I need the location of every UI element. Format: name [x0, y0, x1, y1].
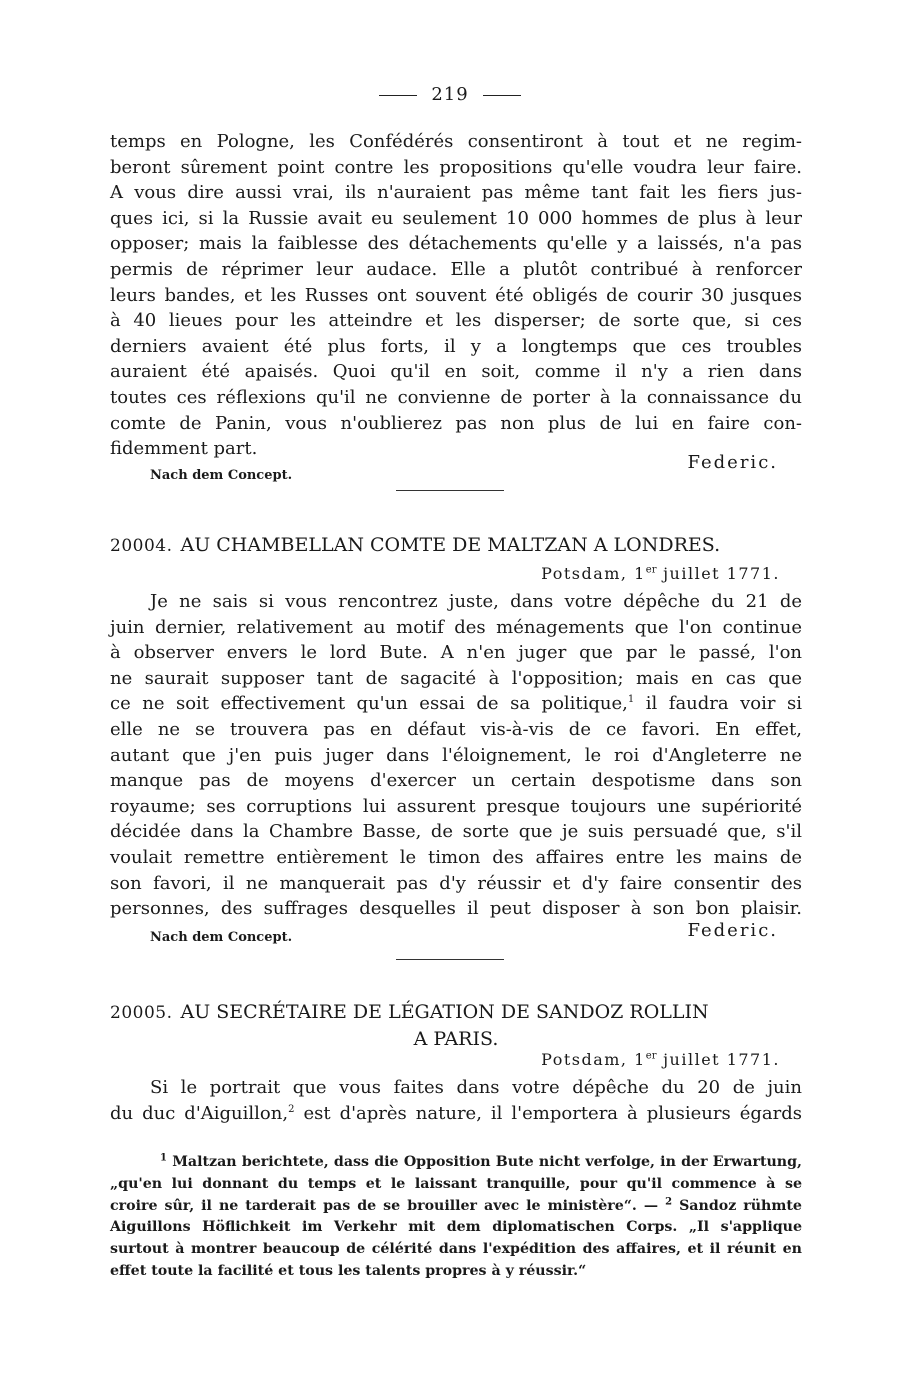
letter-number: 20004. — [110, 536, 173, 556]
place-date — [541, 1050, 780, 1069]
text-segment: ce ne soit effectivement qu'un essai de sa politique, — [110, 693, 628, 715]
date-rest: juillet 1771. — [663, 1050, 780, 1069]
header-rule-left — [379, 95, 417, 96]
text-line: comte de Panin, vous n'oublierez pas non plus de lui en faire con- — [110, 412, 802, 434]
text-line: à 40 lieues pour les atteindre et les disperser; de sorte que, si ces — [110, 310, 802, 332]
letter-heading — [110, 532, 802, 559]
text-line: permis de réprimer leur audace. Elle a plutôt contribué à renforcer — [110, 258, 802, 280]
text-line-with-ref — [110, 691, 802, 717]
letter-heading — [110, 999, 802, 1052]
footnote-marker: 1 — [160, 1152, 167, 1164]
text-line: son favori, il ne manquerait pas d'y réussir et d'y faire consentir des — [110, 872, 802, 894]
date-day: 1 — [634, 564, 646, 583]
concept-note: Nach dem Concept. — [150, 468, 293, 483]
footnote-line: effet toute la facilité et tous les talents propres à y réussir.“ — [110, 1262, 587, 1279]
footnote-line — [110, 1152, 802, 1174]
letter-title-line2: A PARIS. — [413, 1028, 499, 1050]
text-line: à observer envers le lord Bute. A n'en juger que par le passé, l'on — [110, 642, 802, 664]
text-line: leurs bandes, et les Russes ont souvent été obligés de courir 30 jusques — [110, 284, 802, 306]
place: Potsdam, — [541, 1050, 628, 1069]
text-line: toutes ces réflexions qu'il ne convienne de porter à la connaissance du — [110, 386, 802, 408]
footnote-marker: 2 — [665, 1195, 673, 1207]
text-line: fidemment part. — [110, 438, 258, 460]
text-line: temps en Pologne, les Confédérés consentiront à tout et ne regim- — [110, 131, 802, 152]
signature: Federic. — [687, 920, 778, 941]
date-sup: er — [645, 564, 657, 576]
text-line: derniers avaient été plus forts, il y a longtemps que ces troubles — [110, 335, 802, 357]
text-line: Si le portrait que vous faites dans votre dépêche du 20 de juin — [150, 1077, 802, 1098]
section-divider — [396, 959, 504, 960]
footnote-line: „qu'en lui donnant du temps et le laissant tranquille, pour qu'il commence à se — [110, 1175, 802, 1192]
place: Potsdam, — [541, 564, 628, 583]
letter-body — [110, 589, 802, 922]
header-rule-right — [483, 95, 521, 96]
text-line: ques ici, si la Russie avait eu seulement 10 000 hommes de plus à leur — [110, 207, 802, 229]
text-segment: il faudra voir si — [645, 693, 802, 715]
date-rest: juillet 1771. — [663, 564, 780, 583]
text-line: personnes, des suffrages desquelles il peut disposer à son bon plaisir. — [110, 898, 802, 920]
place-date — [541, 564, 780, 583]
page-number: 219 — [431, 84, 469, 105]
concept-note: Nach dem Concept. — [150, 930, 293, 945]
letter2-closing — [110, 920, 802, 944]
text-line: auraient été apaisés. Quoi qu'il en soit, comme il n'y a rien dans — [110, 361, 802, 383]
letter-title: AU CHAMBELLAN COMTE DE MALTZAN A LONDRES. — [180, 534, 721, 556]
text-line: beront sûrement point contre les propositions qu'elle voudra leur faire. — [110, 156, 802, 178]
page-header — [0, 84, 900, 105]
date-sup: er — [645, 1050, 657, 1062]
text-line: royaume; ses corruptions lui assurent presque toujours une supériorité — [110, 795, 802, 817]
text-line: Je ne sais si vous rencontrez juste, dans votre dépêche du 21 de — [150, 591, 802, 612]
text-line: manque pas de moyens d'exercer un certain despotisme dans son — [110, 770, 802, 792]
footnote-ref: 1 — [627, 694, 635, 706]
text-segment: croire sûr, il ne tarderait pas de se brouiller avec le ministère“. — — [110, 1197, 659, 1214]
footnotes — [110, 1152, 802, 1283]
footnote-line: surtout à montrer beaucoup de célérité dans l'expédition des affaires, et il réunit en — [110, 1241, 802, 1258]
text-segment: du duc d'Aiguillon, — [110, 1102, 289, 1124]
signature: Federic. — [687, 452, 778, 473]
section-divider — [396, 490, 504, 491]
footnote-ref: 2 — [288, 1103, 295, 1115]
text-line: ne saurait supposer tant de sagacité à l'opposition; mais en cas que — [110, 667, 802, 689]
text-line: décidée dans la Chambre Basse, de sorte que je suis persuadé que, s'il — [110, 821, 802, 843]
text-line: opposer; mais la faiblesse des détachements qu'elle y a laissés, n'a pas — [110, 233, 802, 255]
letter1-closing — [110, 452, 802, 483]
text-segment: Sandoz rühmte — [679, 1197, 802, 1214]
letter-body — [110, 1075, 802, 1126]
text-line: voulait remettre entièrement le timon des affaires entre les mains de — [110, 846, 802, 868]
letter-number: 20005. — [110, 1003, 173, 1023]
letter-continuation — [110, 129, 802, 462]
date-day: 1 — [634, 1050, 646, 1069]
text-segment: est d'après nature, il l'emportera à plusieurs égards — [303, 1102, 802, 1124]
text-line: elle ne se trouvera pas en défaut vis-à-vis de ce favori. En effet, — [110, 718, 802, 740]
footnote-line: Aiguillons Höflichkeit im Verkehr mit dem diplomatischen Corps. „Il s'applique — [110, 1219, 802, 1236]
text-segment: Maltzan berichtete, dass die Opposition Bute nicht verfolge, in der Erwartung, — [172, 1154, 802, 1170]
text-line: autant que j'en puis juger dans l'éloignement, le roi d'Angleterre ne — [110, 744, 802, 766]
footnote-line — [110, 1196, 802, 1218]
text-line-with-ref — [110, 1101, 802, 1127]
text-line: A vous dire aussi vrai, ils n'auraient pas même tant fait les fiers jus- — [110, 182, 802, 204]
letter-title: AU SECRÉTAIRE DE LÉGATION DE SANDOZ ROLLIN — [180, 1001, 709, 1023]
text-line: juin dernier, relativement au motif des ménagements que l'on continue — [110, 616, 802, 638]
